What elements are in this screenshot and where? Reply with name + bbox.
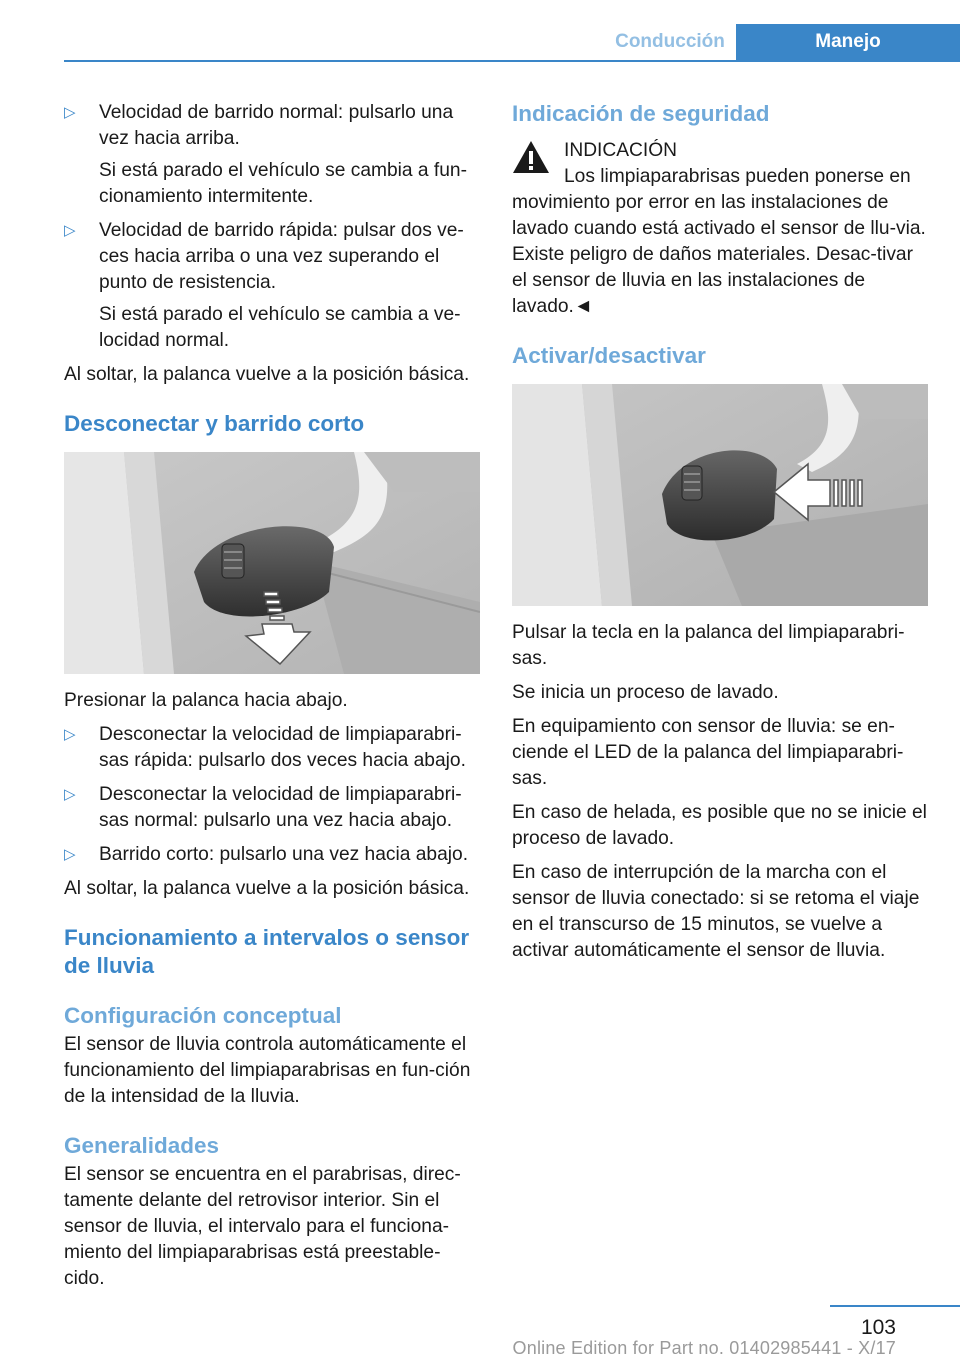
body-text: En equipamiento con sensor de lluvia: se en‐ciende el LED de la palanca del limpiaparabri‐sas. xyxy=(512,716,904,789)
list-item xyxy=(64,722,480,774)
list-item-text: Velocidad de barrido rápida: pulsar dos ve‐ces hacia arriba o una vez superando el punto de resistencia. xyxy=(99,220,464,293)
list-item-text: Desconectar la velocidad de limpiaparabri‐sas normal: pulsarlo una vez hacia abajo. xyxy=(99,784,462,831)
footer-divider xyxy=(830,1305,960,1307)
body-text: El sensor se encuentra en el parabrisas, direc‐tamente delante del retrovisor interior. Sin el sensor de lluvia, el intervalo para el funciona‐miento del limpiaparabrisas está preestable‐cido. xyxy=(64,1164,461,1289)
section-heading: Desconectar y barrido corto xyxy=(64,411,365,436)
instruction-text: Presionar la palanca hacia abajo. xyxy=(64,690,348,711)
list-item xyxy=(64,218,480,354)
release-note: Al soltar, la palanca vuelve a la posición básica. xyxy=(64,364,470,385)
body-text: El sensor de lluvia controla automáticamente el funcionamiento del limpiaparabrisas en fun‐ción de la intensidad de la lluvia. xyxy=(64,1034,471,1107)
list-item-subtext: Si está parado el vehículo se cambia a ve‐locidad normal. xyxy=(99,304,461,351)
subsection-heading: Indicación de seguridad xyxy=(512,101,770,126)
subsection-heading: Generalidades xyxy=(64,1133,220,1158)
body-text: En caso de interrupción de la marcha con el sensor de lluvia conectado: si se retoma el viaje en el transcurso de 15 minutos, se vuelve a activar automáticamente el sensor de lluvia. xyxy=(512,862,920,961)
warning-triangle-icon xyxy=(512,140,550,174)
body-text: En caso de helada, es posible que no se inicie el proceso de lavado. xyxy=(512,802,927,849)
release-note: Al soltar, la palanca vuelve a la posición básica. xyxy=(64,878,470,899)
header-divider xyxy=(64,60,960,62)
section-heading: Funcionamiento a intervalos o sensor de lluvia xyxy=(64,925,470,978)
body-text: Se inicia un proceso de lavado. xyxy=(512,682,779,703)
list-item xyxy=(64,782,480,834)
list-item-text: Velocidad de barrido normal: pulsarlo una vez hacia arriba. xyxy=(99,102,454,149)
page-header xyxy=(64,24,960,62)
bullet-triangle-icon: ▷ xyxy=(64,786,76,803)
section-tab: Conducción xyxy=(615,31,725,52)
page-number: 103 xyxy=(860,1316,896,1339)
chapter-tab: Manejo xyxy=(736,24,960,60)
lever-down-illustration xyxy=(64,452,480,674)
list-item xyxy=(64,100,480,210)
left-column xyxy=(64,100,480,1300)
subsection-heading: Configuración conceptual xyxy=(64,1003,342,1028)
list-item-text: Barrido corto: pulsarlo una vez hacia abajo. xyxy=(99,844,469,865)
list-item-subtext: Si está parado el vehículo se cambia a fun‐cionamiento intermitente. xyxy=(99,160,467,207)
bullet-triangle-icon: ▷ xyxy=(64,222,76,239)
body-text: Pulsar la tecla en la palanca del limpiaparabri‐sas. xyxy=(512,622,905,669)
warning-label: INDICACIÓN xyxy=(564,140,677,161)
bullet-triangle-icon: ▷ xyxy=(64,846,76,863)
list-item xyxy=(64,842,480,868)
right-column xyxy=(512,100,928,972)
bullet-triangle-icon: ▷ xyxy=(64,104,76,121)
bullet-triangle-icon: ▷ xyxy=(64,726,76,743)
warning-body: Los limpiaparabrisas pueden ponerse en movimiento por error en las instalaciones de lavado cuando está activado el sensor de llu‐via. Existe peligro de daños materiales. Desac‐tivar el sensor de lluvia en las instalaciones de lavado.◄ xyxy=(512,166,926,317)
lever-button-illustration xyxy=(512,384,928,606)
warning-block xyxy=(512,138,928,320)
list-item-text: Desconectar la velocidad de limpiaparabri‐sas rápida: pulsarlo dos veces hacia abajo. xyxy=(99,724,466,771)
warning-text xyxy=(512,164,928,320)
subsection-heading: Activar/desactivar xyxy=(512,343,706,368)
edition-footer: Online Edition for Part no. 01402985441 - X/17 xyxy=(512,1338,896,1358)
